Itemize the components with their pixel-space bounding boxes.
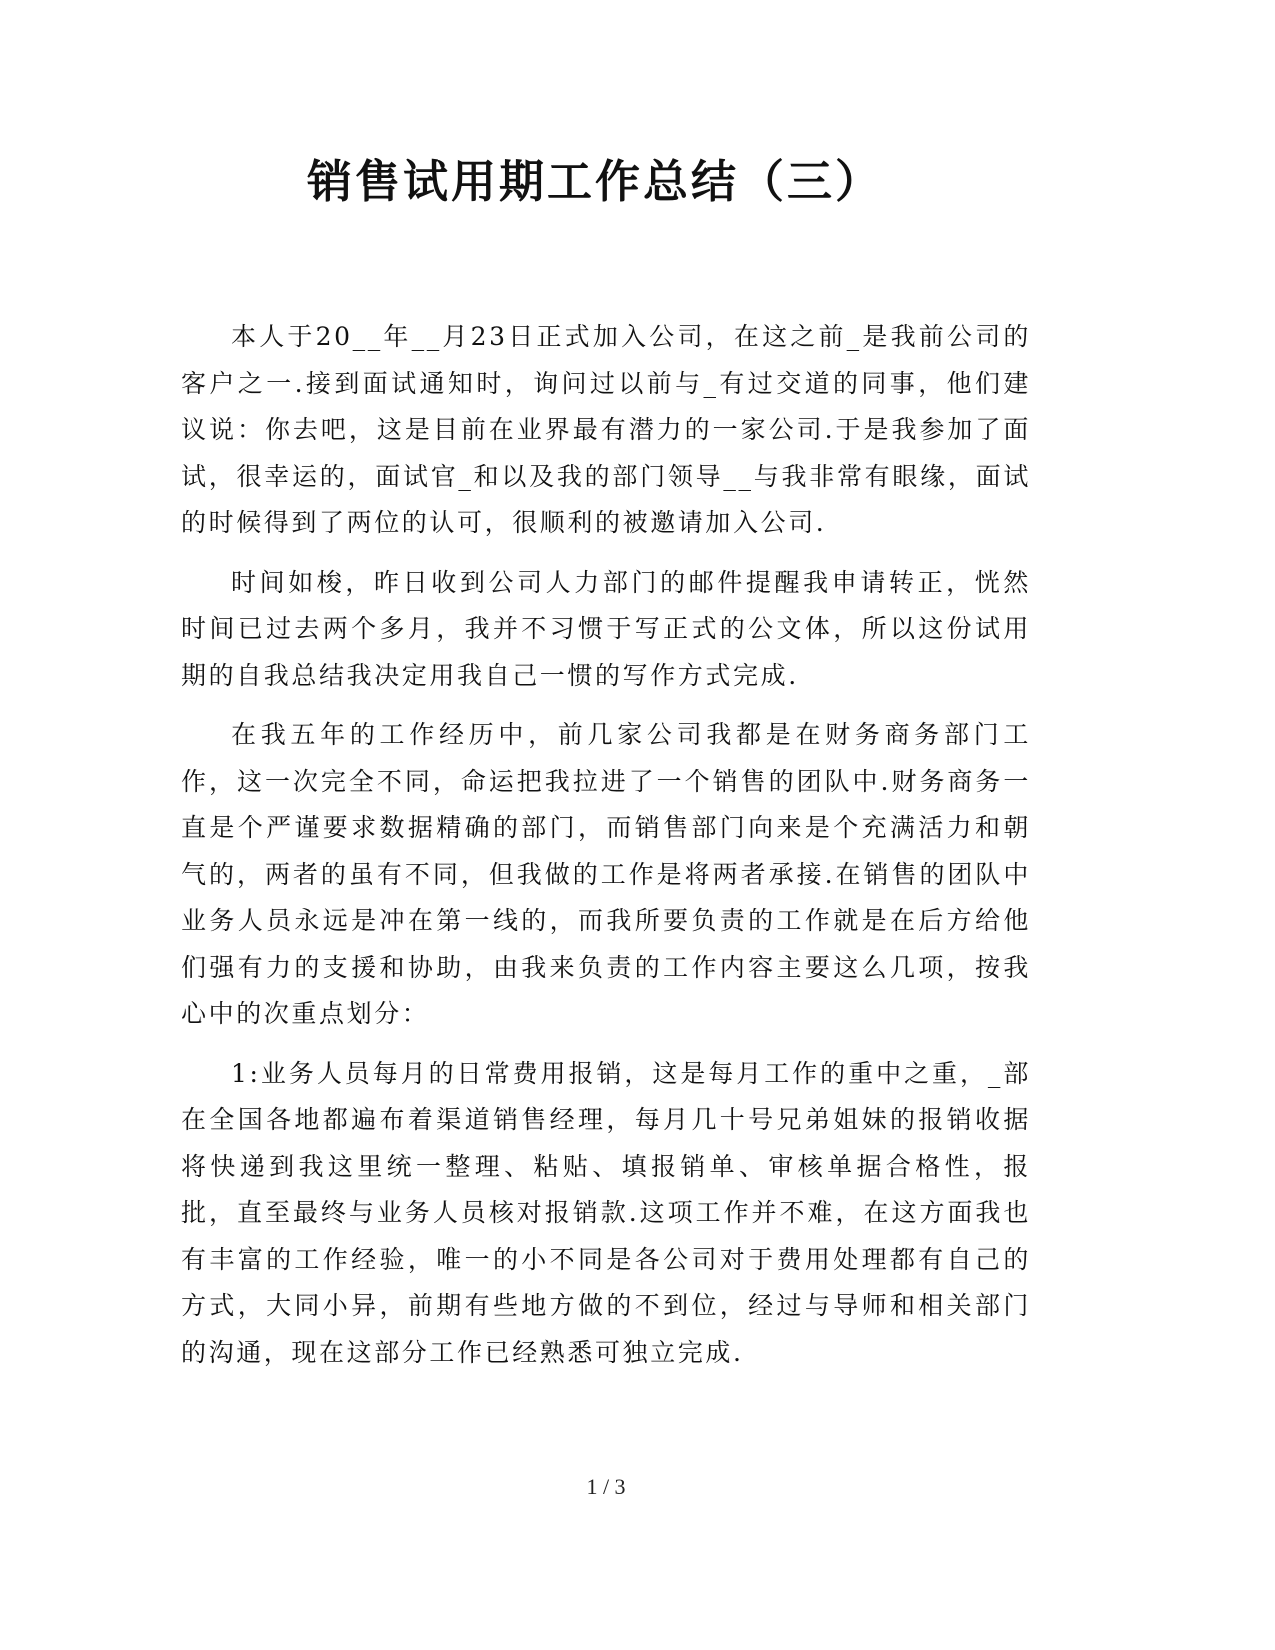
page-number: 1 / 3 <box>586 1474 626 1499</box>
paragraph: 1:业务人员每月的日常费用报销，这是每月工作的重中之重，_部在全国各地都遍布着渠道销售经理，每月几十号兄弟姐妹的报销收据将快递到我这里统一整理、粘贴、填报销单、审核单据合格性，报批，直至最终与业务人员核对报销款.这项工作并不难，在这方面我也有丰富的工作经验，唯一的小不同是各公司对于费用处理都有自己的方式，大同小异，前期有些地方做的不到位，经过与导师和相关部门的沟通，现在这部分工作已经熟悉可独立完成. <box>181 1058 1031 1367</box>
paragraph: 本人于20__年__月23日正式加入公司，在这之前_是我前公司的客户之一.接到面试通知时，询问过以前与_有过交道的同事，他们建议说：你去吧，这是目前在业界最有潜力的一家公司.于是我参加了面试，很幸运的，面试官_和以及我的部门领导__与我非常有眼缘，面试的时候得到了两位的认可，很顺利的被邀请加入公司. <box>181 322 1031 537</box>
document-body <box>181 314 1031 1389</box>
paragraph: 在我五年的工作经历中，前几家公司我都是在财务商务部门工作，这一次完全不同，命运把我拉进了一个销售的团队中.财务商务一直是个严谨要求数据精确的部门，而销售部门向来是个充满活力和朝气的，两者的虽有不同，但我做的工作是将两者承接.在销售的团队中业务人员永远是冲在第一线的，而我所要负责的工作就是在后方给他们强有力的支援和协助，由我来负责的工作内容主要这么几项，按我心中的次重点划分： <box>181 720 1031 1028</box>
paragraph: 时间如梭，昨日收到公司人力部门的邮件提醒我申请转正，恍然时间已过去两个多月，我并不习惯于写正式的公文体，所以这份试用期的自我总结我决定用我自己一惯的写作方式完成. <box>181 567 1031 690</box>
document-title: 销售试用期工作总结（三） <box>306 155 883 208</box>
